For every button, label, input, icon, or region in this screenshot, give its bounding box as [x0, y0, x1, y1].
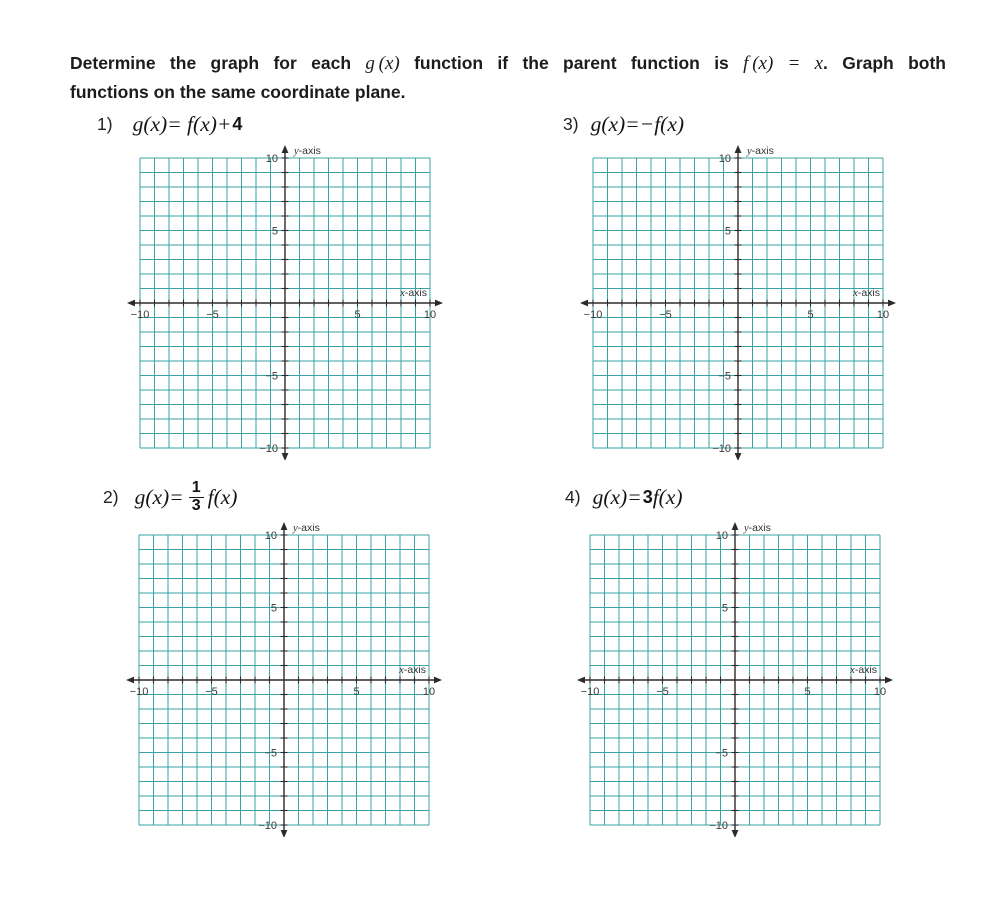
problem-4-expression: g(x)=: [592, 484, 642, 509]
instructions: [70, 49, 946, 107]
svg-text:x-axis: x-axis: [399, 664, 426, 676]
instructions-line2: functions on the same coordinate plane.: [70, 82, 406, 102]
problem-1-formula: [133, 112, 243, 137]
problem-4-formula: [593, 485, 683, 510]
svg-text:y-axis: y-axis: [744, 522, 771, 534]
problem-1-number: 1): [97, 113, 113, 134]
problem-2-number: 2): [103, 486, 119, 507]
fraction-numerator: 1: [189, 480, 204, 498]
svg-text:−10: −10: [129, 686, 149, 698]
svg-text:10: 10: [873, 686, 887, 698]
problem-4-number: 4): [565, 486, 581, 507]
svg-text:y-axis: y-axis: [293, 522, 320, 534]
svg-text:−5: −5: [659, 309, 672, 321]
coordinate-grid-4: [574, 515, 908, 837]
svg-text:10: 10: [876, 309, 890, 321]
svg-text:−10: −10: [259, 443, 278, 455]
svg-text:5: 5: [270, 602, 277, 615]
problem-2-expression-tail: f(x): [207, 484, 238, 509]
instructions-text-2: function if the parent function is: [399, 53, 744, 73]
coordinate-grid-1: [124, 138, 458, 460]
coordinate-grid-2: [123, 515, 457, 837]
svg-text:5: 5: [353, 686, 360, 698]
fraction-denominator: 3: [191, 496, 201, 514]
problem-1-expression: g(x)= f(x)+: [132, 111, 232, 136]
svg-text:10: 10: [718, 153, 731, 165]
problem-1-constant: 4: [232, 113, 243, 134]
svg-text:−5: −5: [206, 309, 219, 321]
svg-text:−10: −10: [580, 686, 600, 698]
instructions-text-3: . Graph both: [823, 53, 946, 73]
svg-text:10: 10: [423, 309, 437, 321]
problem-3-expression: g(x)=−f(x): [590, 111, 685, 136]
svg-text:−10: −10: [130, 309, 150, 321]
svg-text:−10: −10: [709, 820, 728, 832]
svg-text:10: 10: [264, 530, 277, 542]
svg-text:−5: −5: [265, 370, 278, 383]
problem-2-expression: g(x)=: [134, 484, 184, 509]
svg-text:−10: −10: [712, 443, 731, 455]
svg-text:−5: −5: [656, 686, 669, 698]
svg-text:x-axis: x-axis: [400, 287, 427, 299]
svg-text:−10: −10: [583, 309, 603, 321]
math-fx-equals-x: f (x) = x: [743, 53, 824, 74]
svg-text:10: 10: [265, 153, 278, 165]
svg-text:−5: −5: [205, 686, 218, 698]
fraction-one-third: [189, 480, 204, 515]
svg-text:5: 5: [807, 309, 814, 321]
svg-text:y-axis: y-axis: [747, 145, 774, 157]
problem-4-expression-tail: f(x): [652, 484, 683, 509]
svg-text:y-axis: y-axis: [294, 145, 321, 157]
svg-text:−5: −5: [715, 747, 728, 760]
problem-3-number: 3): [563, 113, 579, 134]
math-gx: g (x): [365, 53, 400, 74]
problem-4-coefficient: 3: [642, 486, 653, 507]
svg-text:5: 5: [804, 686, 811, 698]
svg-text:x-axis: x-axis: [853, 287, 880, 299]
problem-4-statement: [565, 481, 683, 513]
svg-text:5: 5: [721, 602, 728, 615]
svg-text:5: 5: [724, 225, 731, 238]
instructions-line1: [70, 49, 946, 78]
svg-text:x-axis: x-axis: [850, 664, 877, 676]
svg-text:−5: −5: [264, 747, 277, 760]
svg-text:−5: −5: [718, 370, 731, 383]
problem-2-formula: [135, 480, 238, 515]
svg-text:10: 10: [422, 686, 436, 698]
instructions-text-1: Determine the graph for each: [70, 53, 366, 73]
problem-3-formula: [591, 112, 684, 137]
svg-text:5: 5: [354, 309, 361, 321]
problem-3-statement: [563, 108, 684, 140]
svg-text:5: 5: [271, 225, 278, 238]
svg-text:10: 10: [715, 530, 728, 542]
coordinate-grid-3: [577, 138, 911, 460]
problem-1-statement: [97, 108, 242, 140]
svg-text:−10: −10: [258, 820, 277, 832]
